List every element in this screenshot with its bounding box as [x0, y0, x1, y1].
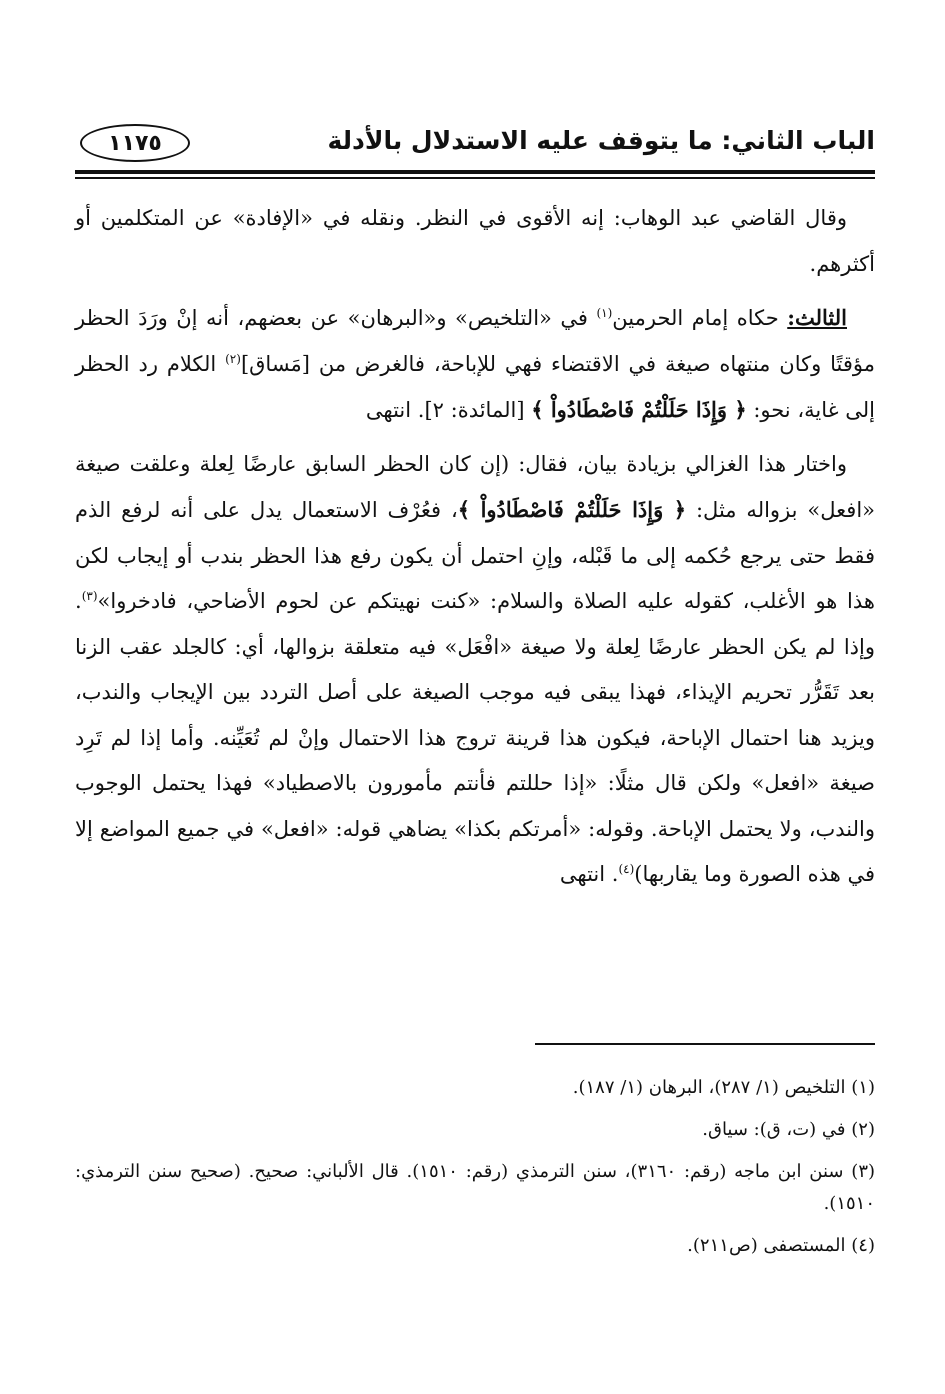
footnote-separator: [535, 1043, 875, 1045]
paragraph-1: وقال القاضي عبد الوهاب: إنه الأقوى في النظر. ونقله في «الإفادة» عن المتكلمين أو أكثرهم.: [75, 206, 875, 276]
paragraph-2-text-1: حكاه إمام الحرمين: [612, 306, 788, 330]
main-text: [75, 196, 875, 898]
quran-verse: ﴿ وَإِذَا حَلَلْتُمْ فَاصْطَادُواْ ﴾: [531, 397, 747, 422]
paragraph-3-text-2: ، فعُرْف الاستعمال يدل على أنه لرفع الذم فقط حتى يرجع حُكمه إلى ما قَبْله، وإنِ احتمل أن يكون رفع هذا الحظر بندب أو إيجاب لكن هذا هو الأغلب، كقوله عليه الصلاة والسلام: «كنت نهيتكم عن لحوم الأضاحي، فادخروا»: [75, 498, 875, 613]
header-rule-thick: [75, 170, 875, 174]
footnotes: [75, 1072, 875, 1272]
footnote-2: (٢) في (ت، ق): سياق.: [702, 1119, 875, 1140]
page-header: [75, 120, 875, 170]
paragraph-3-text-3: . وإذا لم يكن الحظر عارضًا لِعلة ولا صيغة «افْعَل» فيه متعلقة بزوالها، أي: كالجلد عقب الزنا بعد تَقَرُّر تحريم الإيذاء، فهذا يبقى فيه موجب الصيغة على أصل التردد بين الإيجاب والندب، ويزيد هنا احتمال الإباحة، فيكون هذا قرينة تروج هذا الاحتمال وإنْ لم تُعَيِّنه. وأما إذا لم تَرِد صيغة «افعل» ولكن قال مثلًا: «إذا حللتم فأنتم مأمورون بالاصطياد» فهذا يحتمل الوجوب والندب، ولا يحتمل الإباحة. وقوله: «أمرتكم بكذا» يضاهي قوله: «افعل» في جميع المواضع إلا في هذه الصورة وما يقاربها): [75, 589, 875, 886]
page-number-badge: [80, 124, 190, 162]
paragraph-3-text-4: . انتهى: [559, 862, 619, 886]
footnote-1: (١) التلخيص (١/ ٢٨٧)، البرهان (١/ ١٨٧).: [572, 1077, 875, 1098]
quran-verse: ﴿ وَإِذَا حَلَلْتُمْ فَاصْطَادُواْ ﴾: [457, 497, 687, 522]
footnote-ref-3: (٣): [81, 589, 98, 603]
paragraph-2-text-2: في «التلخيص» و«البرهان» عن بعضهم، أنه إنْ ورَدَ الحظر مؤقتًا وكان منتهاه صيغة في الاقتضاء فهي للإباحة، فالغرض من [مَساق]: [75, 306, 875, 376]
footnote-ref-1: (١): [596, 306, 613, 320]
footnote-4: (٤) المستصفى (ص٢١١).: [687, 1235, 875, 1256]
paragraph-2: [75, 295, 875, 434]
paragraph-2-text-3: الكلام رد الحظر إلى غاية، نحو:: [75, 351, 875, 422]
section-lead: الثالث:: [787, 305, 847, 330]
footnote-3: (٣) سنن ابن ماجه (رقم: ٣١٦٠)، سنن الترمذي (رقم: ١٥١٠). قال الألباني: صحيح. (صحيح سنن الترمذي: ١٥١٠).: [75, 1161, 876, 1214]
header-rule-thin: [75, 177, 875, 179]
footnote-ref-4: (٤): [618, 862, 635, 876]
paragraph-3-text-1: واختار هذا الغزالي بزيادة بيان، فقال: (إن كان الحظر السابق عارضًا لِعلة وعلقت صيغة «افعل» بزواله مثل:: [75, 451, 875, 522]
paragraph-3: [75, 442, 875, 898]
page-number: ١١٧٥: [108, 130, 162, 156]
footnote-ref-2: (٢): [225, 351, 241, 366]
running-title: الباب الثاني: ما يتوقف عليه الاستدلال بالأدلة: [327, 126, 875, 155]
paragraph-2-text-4: [المائدة: ٢]. انتهى: [365, 398, 532, 422]
